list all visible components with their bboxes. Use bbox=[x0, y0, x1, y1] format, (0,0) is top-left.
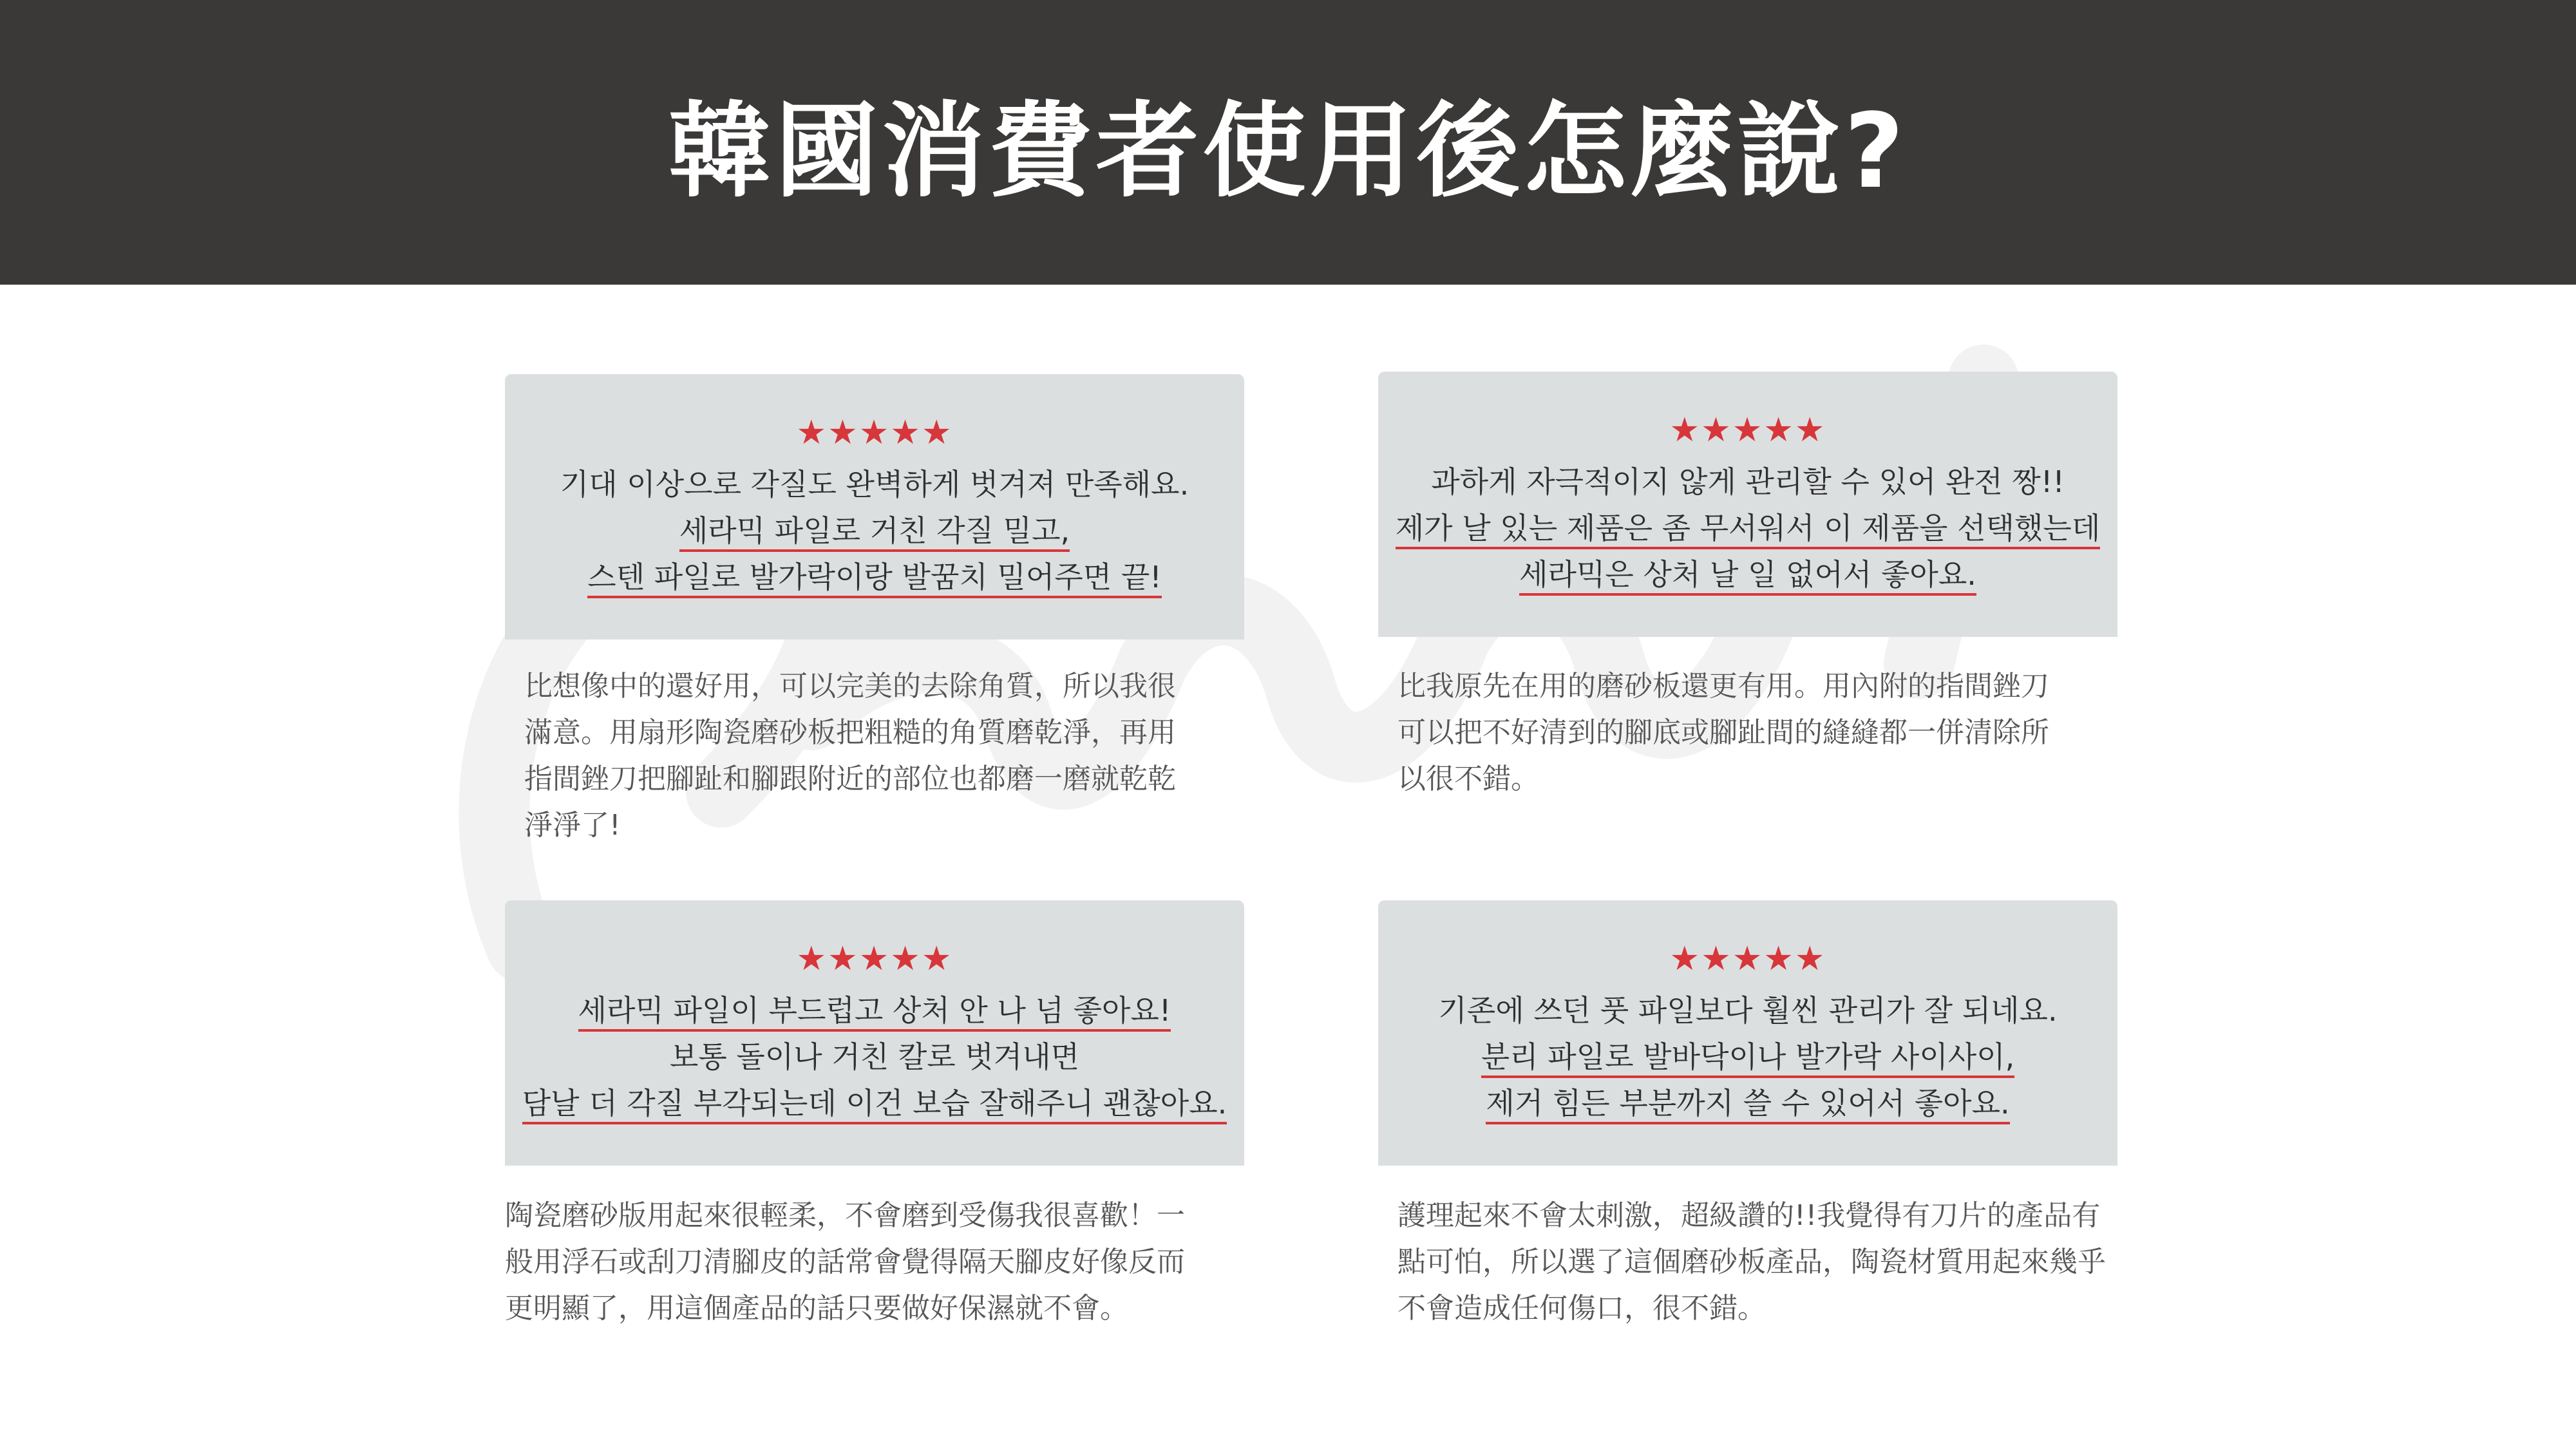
review-card-4 bbox=[1378, 900, 2117, 1166]
translation-line: 比我原先在用的磨砂板還更有用。用內附的指間銼刀 bbox=[1397, 670, 2049, 703]
translation-line: 滿意。用扇形陶瓷磨砂板把粗糙的角質磨乾淨，再用 bbox=[524, 716, 1176, 749]
translation-line: 更明顯了，用這個產品的話只要做好保濕就不會。 bbox=[505, 1292, 1128, 1325]
translation-line: 陶瓷磨砂版用起來很輕柔，不會磨到受傷我很喜歡！一 bbox=[505, 1199, 1185, 1232]
review-korean-line: 제가 날 있는 제품은 좀 무서워서 이 제품을 선택했는데 bbox=[1396, 505, 2101, 551]
review-korean-line: 과하게 자극적이지 않게 관리할 수 있어 완전 짱!! bbox=[1431, 464, 2065, 499]
review-korean-line: 제거 힘든 부분까지 쓸 수 있어서 좋아요. bbox=[1486, 1080, 2009, 1126]
review-korean-line: 분리 파일로 발바닥이나 발가락 사이사이, bbox=[1481, 1034, 2015, 1080]
review-translation-3 bbox=[505, 1193, 1233, 1332]
translation-line: 護理起來不會太刺激，超級讚的!!我覺得有刀片的產品有 bbox=[1397, 1199, 2101, 1232]
rating-stars: ★★★★★ bbox=[796, 940, 953, 978]
translation-line: 點可怕，所以選了這個磨砂板產品，陶瓷材質用起來幾乎 bbox=[1397, 1245, 2106, 1278]
review-korean-line: 기대 이상으로 각질도 완벽하게 벗겨져 만족해요. bbox=[560, 467, 1189, 502]
rating-stars: ★★★★★ bbox=[796, 413, 953, 452]
translation-line: 以很不錯。 bbox=[1397, 762, 1539, 795]
review-korean-line: 세라믹 파일로 거친 각질 밀고, bbox=[679, 507, 1070, 554]
review-korean-line: 보통 돌이나 거친 칼로 벗겨내면 bbox=[669, 1039, 1080, 1074]
review-korean-line: 스텐 파일로 발가락이랑 발꿈치 밀어주면 끝! bbox=[587, 554, 1161, 600]
page-header bbox=[0, 0, 2576, 285]
review-korean-line: 세라믹 파일이 부드럽고 상처 안 나 넘 좋아요! bbox=[578, 987, 1171, 1034]
review-korean-line: 세라믹은 상처 날 일 없어서 좋아요. bbox=[1519, 551, 1976, 598]
translation-line: 般用浮石或刮刀清腳皮的話常會覺得隔天腳皮好像反而 bbox=[505, 1245, 1185, 1278]
rating-stars: ★★★★★ bbox=[1669, 940, 1826, 978]
translation-line: 指間銼刀把腳趾和腳跟附近的部位也都磨一磨就乾乾 bbox=[524, 762, 1176, 795]
review-korean-line: 담날 더 각질 부각되는데 이건 보습 잘해주니 괜찮아요. bbox=[522, 1080, 1227, 1126]
translation-line: 可以把不好清到的腳底或腳趾間的縫縫都一併清除所 bbox=[1397, 716, 2049, 749]
page-title: 韓國消費者使用後怎麼說? bbox=[668, 91, 1908, 211]
review-translation-1 bbox=[524, 663, 1252, 849]
rating-stars: ★★★★★ bbox=[1669, 411, 1826, 450]
review-card-2 bbox=[1378, 372, 2117, 637]
review-card-1 bbox=[505, 374, 1244, 639]
review-korean-line: 기존에 쓰던 풋 파일보다 훨씬 관리가 잘 되네요. bbox=[1438, 993, 2058, 1028]
translation-line: 淨淨了! bbox=[524, 809, 621, 842]
translation-line: 比想像中的還好用，可以完美的去除角質，所以我很 bbox=[524, 670, 1176, 703]
review-card-3 bbox=[505, 900, 1244, 1166]
review-translation-4 bbox=[1397, 1193, 2125, 1332]
review-translation-2 bbox=[1397, 663, 2125, 802]
translation-line: 不會造成任何傷口，很不錯。 bbox=[1397, 1292, 1766, 1325]
